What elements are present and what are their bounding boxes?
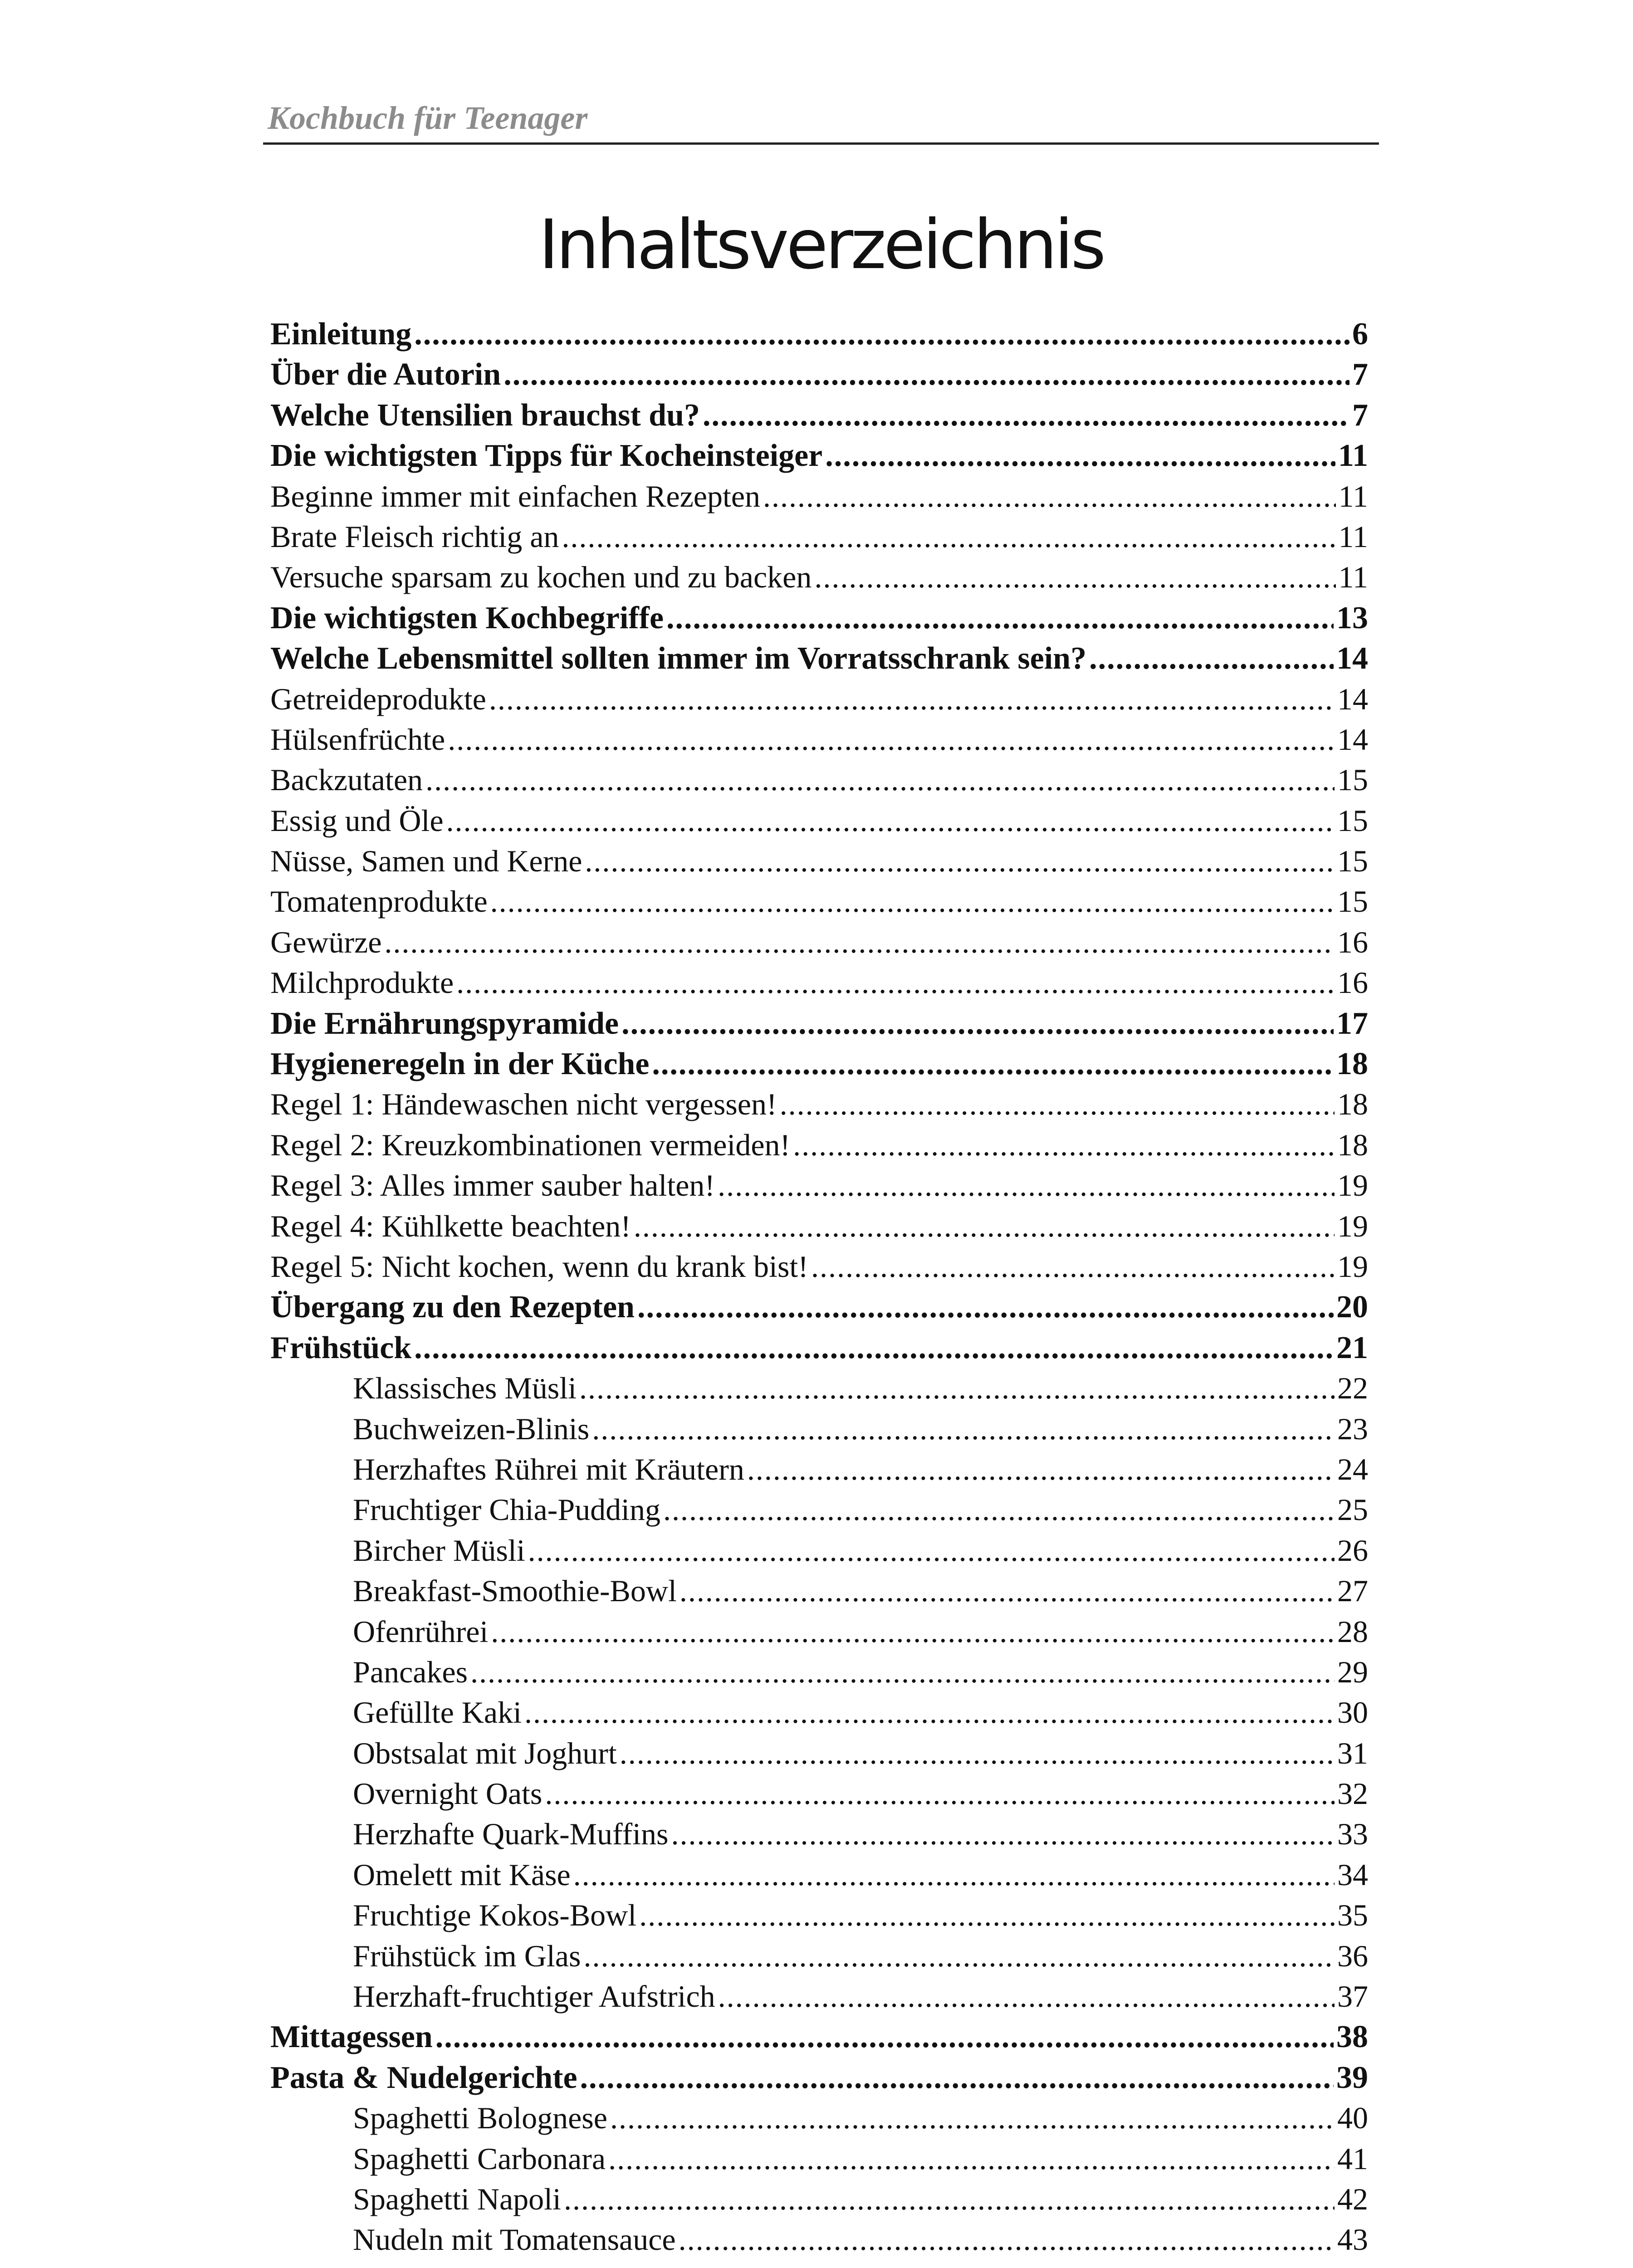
toc-entry-label: Klassisches Müsli — [353, 1371, 577, 1406]
toc-entry-page-number: 25 — [1337, 1492, 1368, 1527]
toc-entry[interactable] — [270, 1287, 1368, 1327]
toc-entry[interactable] — [270, 2017, 1368, 2057]
toc-entry-label: Die Ernährungspyramide — [270, 1006, 619, 1041]
toc-dot-leader — [718, 1165, 1335, 1206]
toc-entry[interactable] — [270, 598, 1368, 638]
toc-entry-label: Herzhafte Quark-Muffins — [353, 1817, 669, 1852]
toc-entry-label: Welche Lebensmittel sollten immer im Vorratsschrank sein? — [270, 641, 1087, 676]
toc-entry-page-number: 20 — [1336, 1290, 1368, 1325]
toc-entry-label: Fruchtiger Chia-Pudding — [353, 1492, 661, 1527]
toc-entry[interactable] — [270, 354, 1368, 395]
toc-dot-leader — [1089, 638, 1334, 679]
toc-entry-label: Backzutaten — [270, 763, 423, 797]
toc-entry-label: Über die Autorin — [270, 357, 501, 392]
toc-entry-label: Obstsalat mit Joghurt — [353, 1735, 617, 1770]
toc-entry-page-number: 7 — [1352, 357, 1368, 392]
toc-dot-leader — [573, 1855, 1335, 1895]
toc-entry-label: Herzhaftes Rührei mit Kräutern — [353, 1452, 744, 1486]
toc-entry[interactable] — [270, 963, 1368, 1003]
toc-entry-page-number: 13 — [1336, 600, 1368, 635]
running-header-title: Kochbuch für Teenager — [268, 100, 588, 136]
toc-entry[interactable] — [270, 1774, 1368, 1814]
toc-entry-page-number: 33 — [1337, 1817, 1368, 1852]
toc-entry[interactable] — [270, 1612, 1368, 1652]
toc-dot-leader — [490, 881, 1335, 922]
toc-entry[interactable] — [270, 1571, 1368, 1611]
toc-dot-leader — [592, 1409, 1335, 1449]
toc-entry[interactable] — [270, 435, 1368, 476]
toc-entry-page-number: 15 — [1337, 763, 1368, 797]
toc-entry-label: Pancakes — [353, 1654, 468, 1689]
page-title: Inhaltsverzeichnis — [538, 205, 1104, 284]
toc-entry-label: Ofenrührei — [353, 1614, 489, 1649]
toc-dot-leader — [679, 2219, 1335, 2260]
toc-dot-leader — [491, 1612, 1335, 1652]
toc-dot-leader — [504, 354, 1349, 395]
toc-entry-label: Tomatenprodukte — [270, 884, 488, 919]
toc-entry-label: Frühstück — [270, 1330, 412, 1365]
toc-dot-leader — [414, 314, 1349, 354]
toc-entry-label: Regel 1: Händewaschen nicht vergessen! — [270, 1087, 777, 1122]
toc-entry-label: Brate Fleisch richtig an — [270, 519, 559, 554]
toc-entry-page-number: 19 — [1337, 1208, 1368, 1243]
toc-entry[interactable] — [270, 1206, 1368, 1246]
toc-entry-page-number: 28 — [1337, 1614, 1368, 1649]
toc-entry-label: Die wichtigsten Kochbegriffe — [270, 600, 664, 635]
toc-entry-page-number: 41 — [1337, 2141, 1368, 2176]
toc-entry[interactable] — [270, 557, 1368, 597]
toc-entry-label: Gefüllte Kaki — [353, 1695, 522, 1730]
toc-entry-label: Fruchtige Kokos-Bowl — [353, 1898, 637, 1933]
toc-entry[interactable] — [270, 2139, 1368, 2179]
toc-entry-label: Milchprodukte — [270, 965, 454, 1000]
toc-entry-label: Einleitung — [270, 317, 412, 352]
toc-entry[interactable] — [270, 1692, 1368, 1733]
toc-dot-leader — [780, 1084, 1335, 1124]
toc-entry-page-number: 21 — [1336, 1330, 1368, 1365]
toc-dot-leader — [747, 1449, 1335, 1490]
toc-dot-leader — [585, 841, 1335, 881]
toc-entry-label: Omelett mit Käse — [353, 1857, 571, 1892]
toc-entry-page-number: 18 — [1337, 1127, 1368, 1162]
toc-entry-page-number: 15 — [1337, 803, 1368, 838]
toc-dot-leader — [652, 1044, 1334, 1084]
toc-dot-leader — [763, 476, 1335, 517]
toc-entry-page-number: 18 — [1337, 1087, 1368, 1122]
toc-dot-leader — [545, 1774, 1335, 1814]
toc-entry[interactable] — [270, 2058, 1368, 2098]
toc-entry[interactable] — [270, 2179, 1368, 2219]
toc-entry[interactable] — [270, 1936, 1368, 1976]
toc-entry-page-number: 15 — [1337, 884, 1368, 919]
toc-entry-label: Hygieneregeln in der Küche — [270, 1046, 650, 1082]
toc-dot-leader — [384, 922, 1335, 963]
toc-entry-label: Regel 4: Kühlkette beachten! — [270, 1208, 631, 1243]
toc-entry[interactable] — [270, 638, 1368, 679]
toc-entry-page-number: 15 — [1337, 844, 1368, 879]
toc-entry-page-number: 11 — [1338, 438, 1368, 474]
toc-dot-leader — [448, 719, 1335, 760]
toc-entry-label: Buchweizen-Blinis — [353, 1411, 590, 1446]
toc-dot-leader — [718, 1976, 1335, 2017]
toc-dot-leader — [435, 2017, 1334, 2057]
toc-entry-page-number: 30 — [1337, 1695, 1368, 1730]
toc-entry-page-number: 27 — [1337, 1574, 1368, 1608]
toc-entry-label: Pasta & Nudelgerichte — [270, 2060, 577, 2095]
toc-dot-leader — [639, 1895, 1335, 1936]
toc-entry[interactable] — [270, 476, 1368, 517]
toc-entry-label: Spaghetti Napoli — [353, 2181, 561, 2216]
toc-dot-leader — [814, 557, 1335, 597]
toc-entry-label: Versuche sparsam zu kochen und zu backen — [270, 560, 812, 595]
header-rule — [263, 142, 1379, 145]
toc-dot-leader — [703, 395, 1349, 435]
toc-entry[interactable] — [270, 760, 1368, 800]
toc-entry-label: Nüsse, Samen und Kerne — [270, 844, 582, 879]
toc-dot-leader — [456, 963, 1335, 1003]
toc-dot-leader — [564, 2179, 1335, 2219]
toc-dot-leader — [811, 1246, 1335, 1287]
toc-entry[interactable] — [270, 1449, 1368, 1490]
toc-entry-page-number: 19 — [1337, 1249, 1368, 1284]
toc-entry-label: Nudeln mit Tomatensauce — [353, 2222, 676, 2257]
toc-entry-label: Herzhaft-fruchtiger Aufstrich — [353, 1979, 715, 2014]
toc-entry-label: Regel 5: Nicht kochen, wenn du krank bist! — [270, 1249, 808, 1284]
toc-entry-page-number: 31 — [1337, 1735, 1368, 1770]
toc-dot-leader — [610, 2098, 1335, 2138]
toc-entry-label: Regel 2: Kreuzkombinationen vermeiden! — [270, 1127, 791, 1162]
toc-entry-label: Gewürze — [270, 924, 382, 959]
toc-dot-leader — [470, 1652, 1335, 1692]
toc-entry-label: Mittagessen — [270, 2019, 433, 2055]
toc-entry-page-number: 14 — [1337, 681, 1368, 716]
toc-entry-page-number: 22 — [1337, 1371, 1368, 1406]
toc-dot-leader — [680, 1571, 1335, 1611]
toc-entry[interactable] — [270, 719, 1368, 760]
toc-entry[interactable] — [270, 1165, 1368, 1206]
toc-entry-label: Bircher Müsli — [353, 1533, 525, 1568]
table-of-contents — [270, 314, 1368, 2260]
toc-entry[interactable] — [270, 1855, 1368, 1895]
toc-entry-page-number: 7 — [1352, 397, 1368, 433]
toc-entry[interactable] — [270, 314, 1368, 354]
toc-entry[interactable] — [270, 801, 1368, 841]
toc-entry-page-number: 40 — [1337, 2101, 1368, 2136]
toc-entry-page-number: 32 — [1337, 1776, 1368, 1811]
toc-dot-leader — [562, 517, 1335, 557]
toc-entry-page-number: 16 — [1337, 924, 1368, 959]
toc-entry-page-number: 11 — [1338, 560, 1368, 595]
toc-entry-page-number: 43 — [1337, 2222, 1368, 2257]
toc-dot-leader — [580, 2058, 1334, 2098]
toc-entry-label: Spaghetti Bolognese — [353, 2101, 607, 2136]
toc-entry[interactable] — [270, 395, 1368, 435]
toc-dot-leader — [634, 1206, 1335, 1246]
toc-entry-page-number: 17 — [1336, 1006, 1368, 1041]
toc-entry-label: Essig und Öle — [270, 803, 444, 838]
toc-entry[interactable] — [270, 679, 1368, 719]
toc-entry-page-number: 36 — [1337, 1938, 1368, 1973]
toc-entry-label: Getreideprodukte — [270, 681, 486, 716]
toc-entry-page-number: 11 — [1338, 479, 1368, 513]
toc-dot-leader — [528, 1530, 1335, 1571]
toc-entry[interactable] — [270, 1490, 1368, 1530]
toc-dot-leader — [666, 598, 1334, 638]
toc-entry-page-number: 42 — [1337, 2181, 1368, 2216]
toc-entry-page-number: 18 — [1336, 1046, 1368, 1082]
toc-entry-page-number: 6 — [1352, 317, 1368, 352]
toc-dot-leader — [425, 760, 1335, 800]
toc-dot-leader — [524, 1692, 1335, 1733]
toc-dot-leader — [793, 1125, 1335, 1165]
toc-dot-leader — [489, 679, 1335, 719]
toc-entry[interactable] — [270, 1409, 1368, 1449]
toc-entry[interactable] — [270, 1733, 1368, 1774]
toc-entry-page-number: 29 — [1337, 1654, 1368, 1689]
toc-entry[interactable] — [270, 1530, 1368, 1571]
toc-dot-leader — [446, 801, 1335, 841]
toc-entry-page-number: 14 — [1336, 641, 1368, 676]
toc-entry-label: Welche Utensilien brauchst du? — [270, 397, 700, 433]
toc-entry[interactable] — [270, 1814, 1368, 1854]
toc-entry[interactable] — [270, 1044, 1368, 1084]
toc-entry[interactable] — [270, 881, 1368, 922]
toc-entry-label: Hülsenfrüchte — [270, 722, 445, 757]
toc-dot-leader — [621, 1003, 1334, 1044]
toc-entry-page-number: 23 — [1337, 1411, 1368, 1446]
toc-dot-leader — [414, 1328, 1334, 1368]
toc-entry[interactable] — [270, 517, 1368, 557]
toc-entry-label: Die wichtigsten Tipps für Kocheinsteiger — [270, 438, 823, 474]
toc-entry-label: Overnight Oats — [353, 1776, 543, 1811]
toc-entry-page-number: 16 — [1337, 965, 1368, 1000]
toc-entry-label: Spaghetti Carbonara — [353, 2141, 606, 2176]
toc-dot-leader — [579, 1368, 1335, 1408]
toc-entry-page-number: 26 — [1337, 1533, 1368, 1568]
toc-dot-leader — [637, 1287, 1334, 1327]
toc-entry-label: Beginne immer mit einfachen Rezepten — [270, 479, 761, 513]
toc-entry-page-number: 34 — [1337, 1857, 1368, 1892]
toc-entry[interactable] — [270, 1895, 1368, 1936]
toc-entry-page-number: 37 — [1337, 1979, 1368, 2014]
toc-entry-page-number: 35 — [1337, 1898, 1368, 1933]
toc-dot-leader — [583, 1936, 1335, 1976]
toc-dot-leader — [608, 2139, 1335, 2179]
toc-dot-leader — [825, 435, 1335, 476]
toc-entry[interactable] — [270, 2219, 1368, 2260]
toc-entry[interactable] — [270, 1003, 1368, 1044]
toc-dot-leader — [663, 1490, 1335, 1530]
toc-entry-page-number: 11 — [1338, 519, 1368, 554]
toc-entry-page-number: 19 — [1337, 1168, 1368, 1203]
toc-entry[interactable] — [270, 2098, 1368, 2138]
toc-entry[interactable] — [270, 1125, 1368, 1165]
toc-entry[interactable] — [270, 1652, 1368, 1692]
toc-entry[interactable] — [270, 922, 1368, 963]
toc-entry-label: Breakfast-Smoothie-Bowl — [353, 1574, 677, 1608]
toc-entry[interactable] — [270, 1368, 1368, 1408]
toc-entry[interactable] — [270, 1246, 1368, 1287]
toc-entry-label: Regel 3: Alles immer sauber halten! — [270, 1168, 715, 1203]
toc-entry-page-number: 24 — [1337, 1452, 1368, 1486]
toc-entry[interactable] — [270, 841, 1368, 881]
toc-entry[interactable] — [270, 1976, 1368, 2017]
toc-entry[interactable] — [270, 1084, 1368, 1124]
toc-entry-page-number: 14 — [1337, 722, 1368, 757]
toc-dot-leader — [671, 1814, 1335, 1854]
toc-entry-page-number: 38 — [1336, 2019, 1368, 2055]
toc-dot-leader — [620, 1733, 1335, 1774]
toc-entry-label: Frühstück im Glas — [353, 1938, 581, 1973]
toc-entry-page-number: 39 — [1336, 2060, 1368, 2095]
toc-entry[interactable] — [270, 1328, 1368, 1368]
toc-entry-label: Übergang zu den Rezepten — [270, 1290, 635, 1325]
